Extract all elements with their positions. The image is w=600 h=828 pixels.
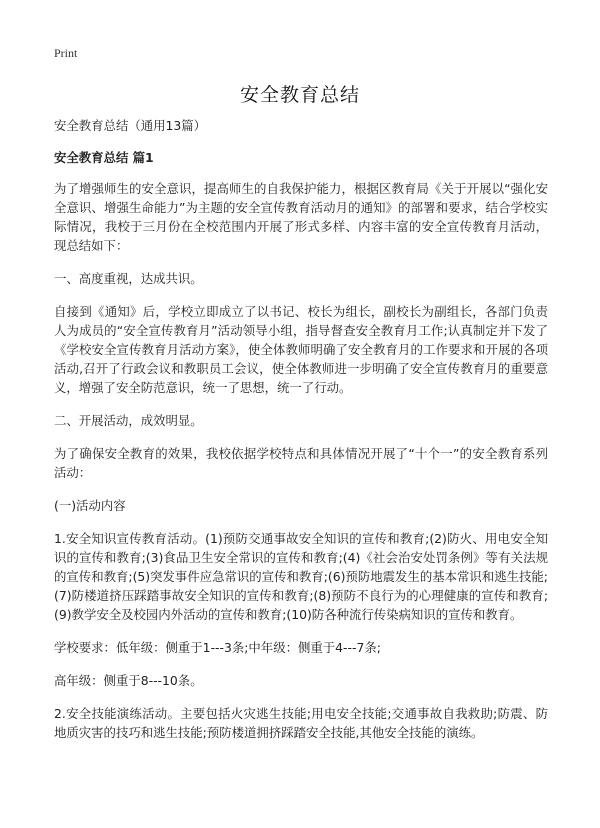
paragraph-body-2: 为了确保安全教育的效果，我校依据学校特点和具体情况开展了“十个一”的安全教育系列活动： <box>54 446 548 480</box>
paragraph-subheading: (一)活动内容 <box>54 498 126 513</box>
page-title: 安全教育总结 <box>239 84 360 106</box>
document-body <box>54 116 548 756</box>
paragraph-activity-2: 2.安全技能演练活动。主要包括火灾逃生技能;用电安全技能;交通事故自我救助;防震、防地质灾害的技巧和逃生技能;预防楼道拥挤踩踏安全技能,其他安全技能的演练。 <box>54 706 548 740</box>
paragraph-requirements: 学校要求：低年级：侧重于1---3条;中年级：侧重于4---7条; <box>54 640 381 655</box>
paragraph-heading-1: 一、高度重视，达成共识。 <box>54 271 203 286</box>
document-subtitle: 安全教育总结（通用13篇） <box>54 118 207 133</box>
section-heading: 安全教育总结 篇1 <box>54 150 154 165</box>
print-label[interactable]: Print <box>54 46 78 60</box>
paragraph-body-1: 自接到《通知》后，学校立即成立了以书记、校长为组长，副校长为副组长，各部门负责人为成员的“安全宣传教育月”活动领导小组，指导督查安全教育月工作;认真制定并下发了《学校安全宣传教育月活动方案》，使全体教师明确了安全教育月的工作要求和开展的各项活动,召开了行政会议和教职员工会议，使全体教师进一步明确了安全宣传教育月的重要意义，增强了安全防范意识，统一了思想，统一了行动。 <box>54 304 548 395</box>
paragraph-activity-1: 1.安全知识宣传教育活动。(1)预防交通事故安全知识的宣传和教育;(2)防火、用电安全知识的宣传和教育;(3)食品卫生安全常识的宣传和教育;(4)《社会治安处罚条例》等有关法规的宣传和教育;(5)突发事件应急常识的宣传和教育;(6)预防地震发生的基本常识和逃生技能;(7)防楼道挤压踩踏事故安全知识的宣传和教育;(8)预防不良行为的心理健康的宣传和教育;(9)教学安全及校园内外活动的宣传和教育;(10)防各种流行传染病知识的宣传和教育。 <box>54 531 548 622</box>
paragraph-intro: 为了增强师生的安全意识，提高师生的自我保护能力，根据区教育局《关于开展以“强化安全意识、增强生命能力”为主题的安全宣传教育活动月的通知》的部署和要求，结合学校实际情况，我校于三月份在全校范围内开展了形式多样、内容丰富的安全宣传教育月活动，现总结如下： <box>54 181 548 253</box>
paragraph-high-grade: 高年级：侧重于8---10条。 <box>54 673 203 688</box>
paragraph-heading-2: 二、开展活动，成效明显。 <box>54 413 203 428</box>
